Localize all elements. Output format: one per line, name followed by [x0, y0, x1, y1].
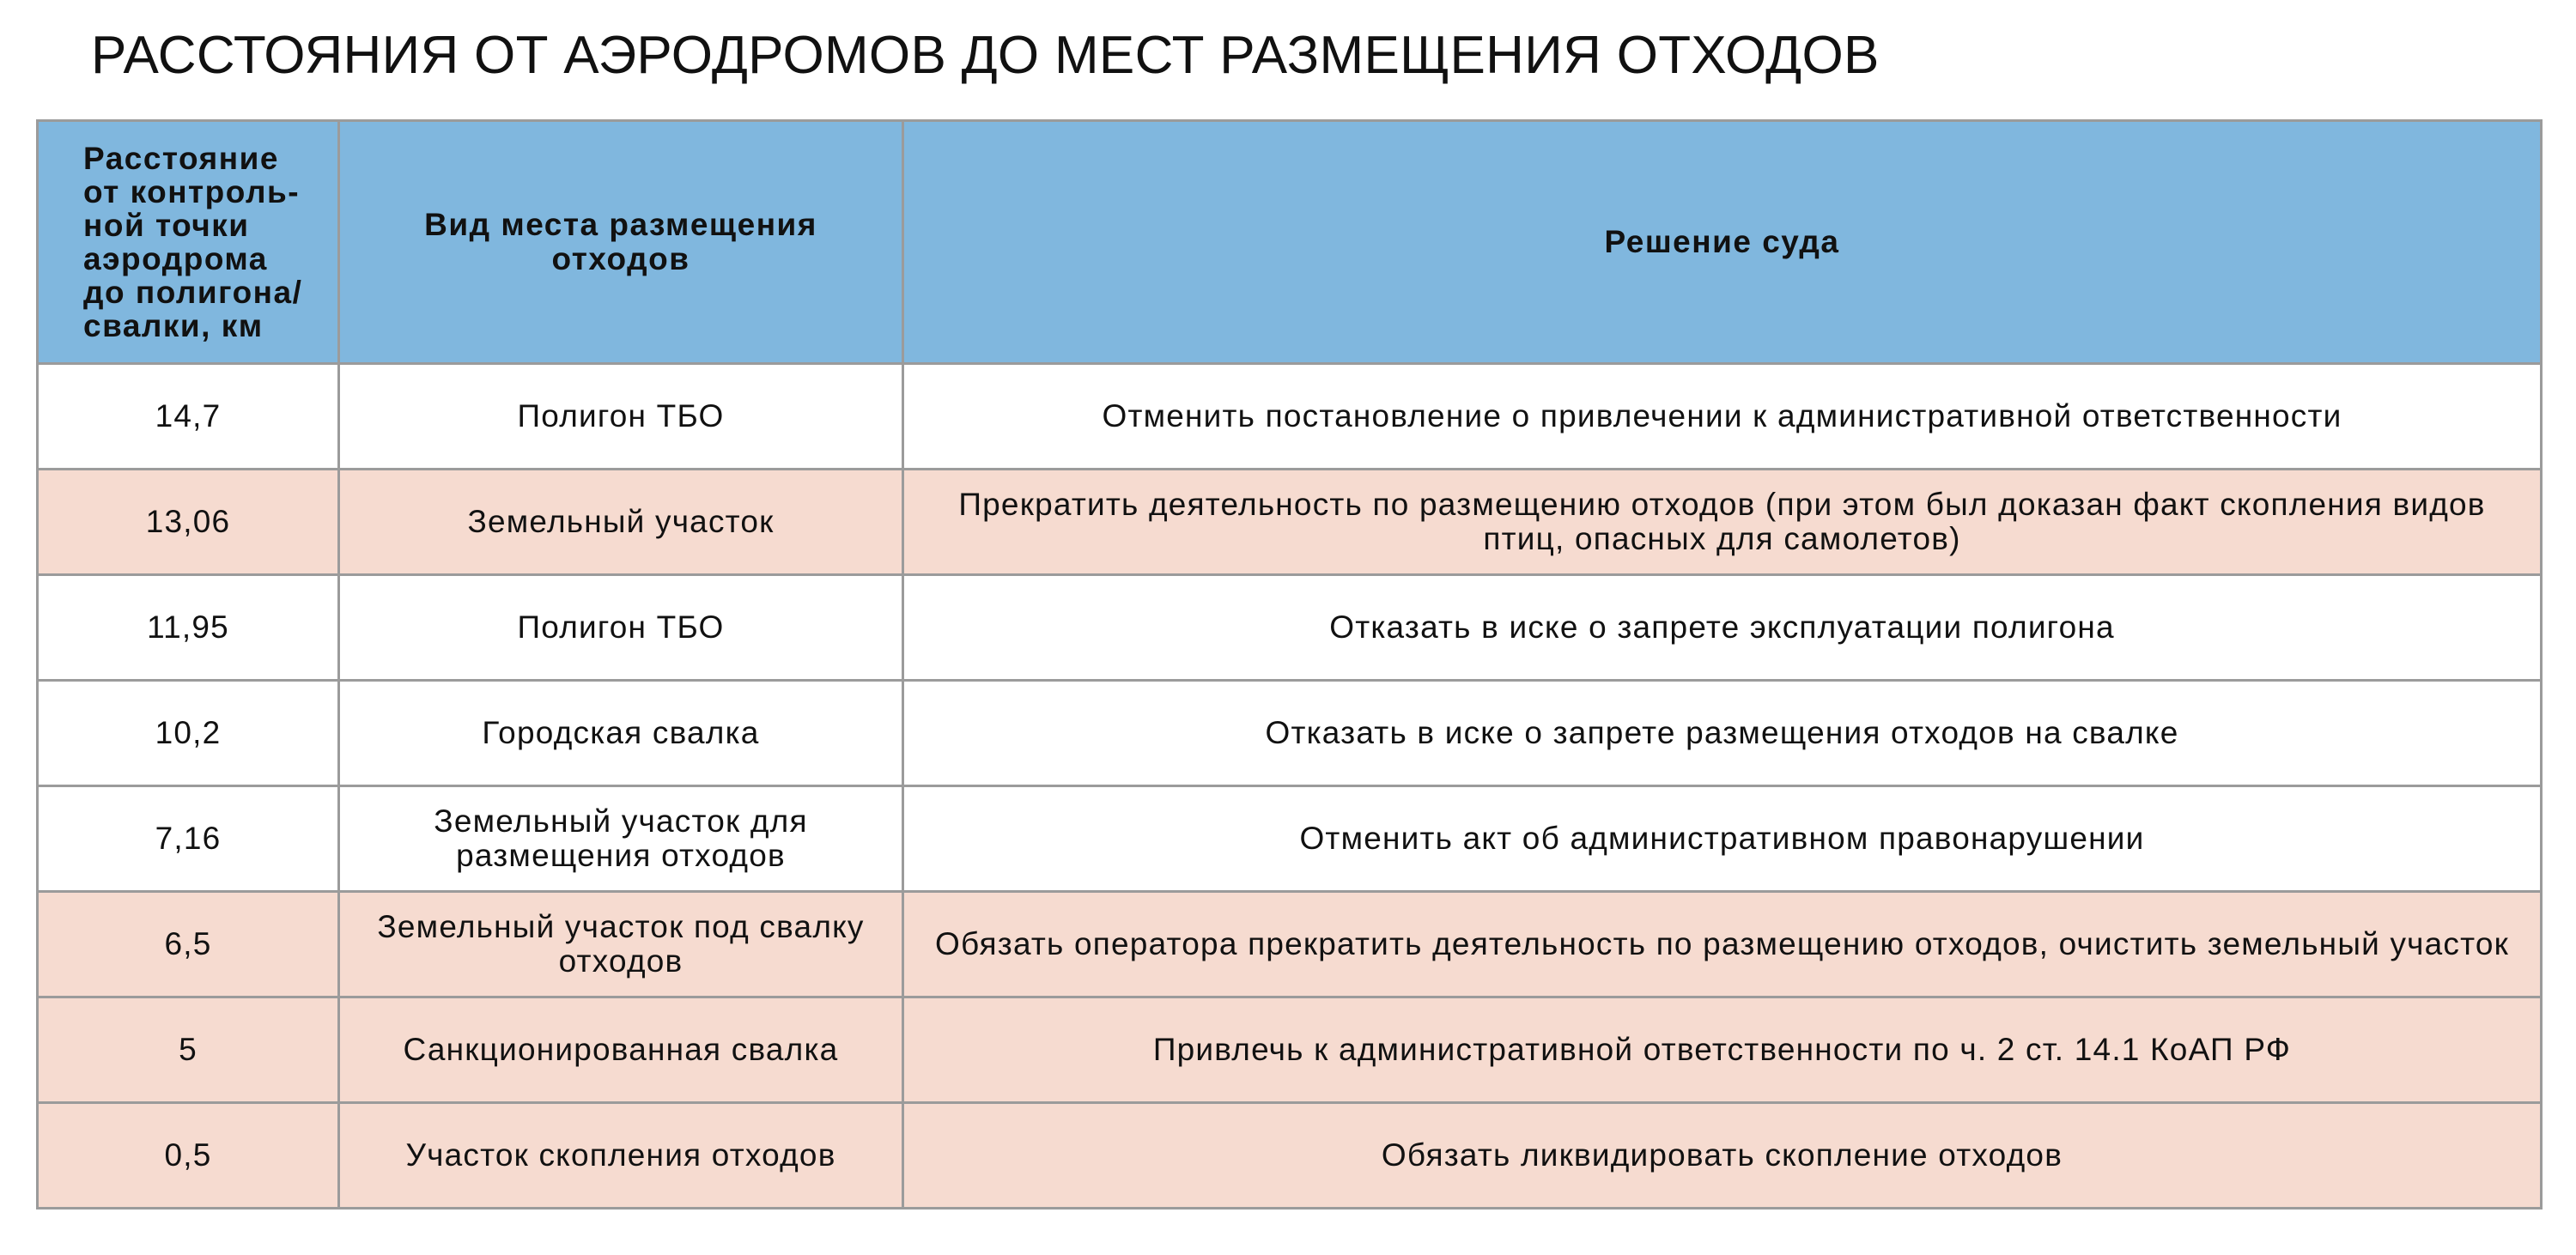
court-decision-cell: Отказать в иске о запрете размещения отходов на свалке: [903, 681, 2542, 786]
table-body: [38, 364, 2542, 1209]
site-type-cell: Городская свалка: [339, 681, 903, 786]
table-header-row: [38, 121, 2542, 364]
header-court-decision: Решение суда: [903, 121, 2542, 364]
header-distance: Расстояние от контроль-ной точки аэродрома до полигона/ свалки, км: [38, 121, 339, 364]
court-decision-cell: Обязать оператора прекратить деятельность по размещению отходов, очистить земельный участок: [903, 892, 2542, 997]
table-row: [38, 786, 2542, 892]
page-title: РАССТОЯНИЯ ОТ АЭРОДРОМОВ ДО МЕСТ РАЗМЕЩЕНИЯ ОТХОДОВ: [91, 26, 1880, 85]
site-type-cell: Участок скопления отходов: [339, 1103, 903, 1209]
distance-cell: 7,16: [38, 786, 339, 892]
table-row: [38, 892, 2542, 997]
header-site-type: Вид места размещения отходов: [339, 121, 903, 364]
site-type-cell: Земельный участок: [339, 470, 903, 575]
site-type-cell: Земельный участок под свалку отходов: [339, 892, 903, 997]
court-decision-cell: Привлечь к административной ответственности по ч. 2 ст. 14.1 КоАП РФ: [903, 997, 2542, 1103]
distance-cell: 5: [38, 997, 339, 1103]
site-type-cell: Полигон ТБО: [339, 575, 903, 681]
distance-cell: 14,7: [38, 364, 339, 470]
distance-cell: 11,95: [38, 575, 339, 681]
distance-cell: 13,06: [38, 470, 339, 575]
table-row: [38, 364, 2542, 470]
court-decision-cell: Отменить постановление о привлечении к административной ответственности: [903, 364, 2542, 470]
court-decision-cell: Отменить акт об административном правонарушении: [903, 786, 2542, 892]
distance-cell: 10,2: [38, 681, 339, 786]
distance-cell: 6,5: [38, 892, 339, 997]
table-row: [38, 997, 2542, 1103]
site-type-cell: Полигон ТБО: [339, 364, 903, 470]
court-decision-cell: Прекратить деятельность по размещению отходов (при этом был доказан факт скопления видов птиц, опасных для самолетов): [903, 470, 2542, 575]
court-decision-cell: Отказать в иске о запрете эксплуатации полигона: [903, 575, 2542, 681]
table-row: [38, 1103, 2542, 1209]
table-row: [38, 681, 2542, 786]
table-row: [38, 470, 2542, 575]
court-decision-cell: Обязать ликвидировать скопление отходов: [903, 1103, 2542, 1209]
site-type-cell: Земельный участок для размещения отходов: [339, 786, 903, 892]
distance-cell: 0,5: [38, 1103, 339, 1209]
table-row: [38, 575, 2542, 681]
site-type-cell: Санкционированная свалка: [339, 997, 903, 1103]
court-decisions-table: [36, 119, 2543, 1210]
